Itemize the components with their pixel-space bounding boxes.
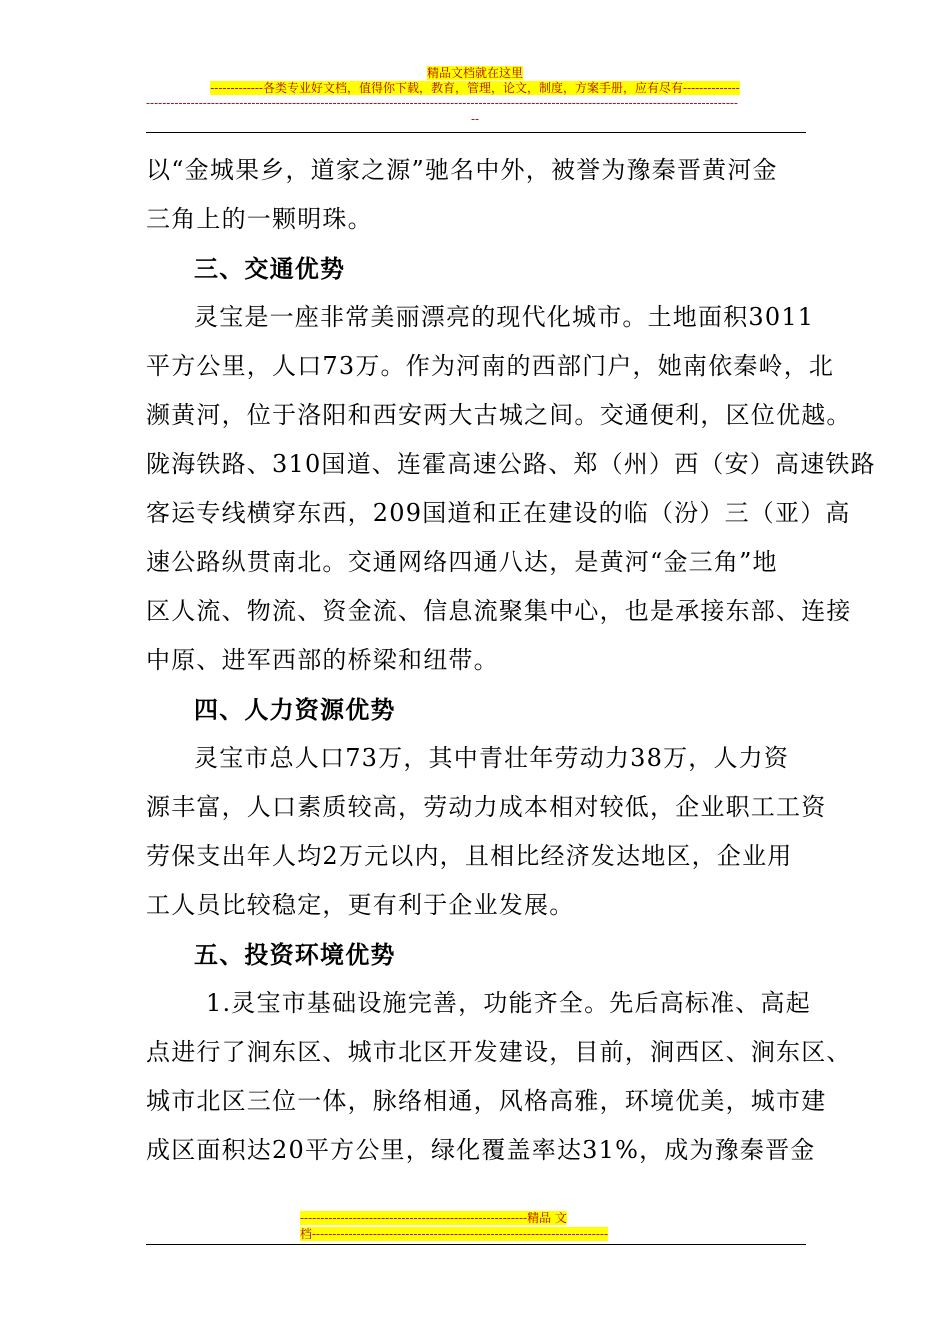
header-subtitle: -------------各类专业好文档，值得你下载，教育，管理，论文，制度，方案手册，应有尽有-------------- — [210, 81, 740, 95]
header-dash-line: -------------------------------------------------------------------------------------------------------------------------------------------------- — [146, 96, 738, 110]
body-line: 1.灵宝市基础设施完善，功能齐全。先后高标准、高起 — [206, 989, 811, 1017]
body-line: 陇海铁路、310国道、连霍高速公路、郑（州）西（安）高速铁路 — [146, 450, 876, 478]
body-line: 灵宝是一座非常美丽漂亮的现代化城市。土地面积3011 — [194, 303, 815, 331]
body-line: 点进行了涧东区、城市北区开发建设，目前，涧西区、涧东区、 — [146, 1038, 852, 1066]
body-line: 中原、进军西部的桥梁和纽带。 — [146, 646, 499, 674]
body-line: 客运专线横穿东西，209国道和正在建设的临（汾）三（亚）高 — [146, 499, 851, 527]
document-body — [146, 146, 876, 1175]
body-line: 以“金城果乡，道家之源”驰名中外，被誉为豫秦晋黄河金 — [146, 156, 778, 184]
section-heading: 四、人力资源优势 — [194, 695, 396, 724]
body-line: 源丰富，人口素质较高，劳动力成本相对较低，企业职工工资 — [146, 793, 827, 821]
body-line: 城市北区三位一体，脉络相通，风格高雅，环境优美，城市建 — [146, 1087, 827, 1115]
section-heading: 三、交通优势 — [194, 254, 346, 283]
body-line: 平方公里，人口73万。作为河南的西部门户，她南依秦岭，北 — [146, 352, 835, 380]
footer-line-2: 档------------------------------------------------------------------------- — [300, 1227, 608, 1241]
body-line: 工人员比较稳定，更有利于企业发展。 — [146, 891, 575, 919]
body-line: 灵宝市总人口73万，其中青壮年劳动力38万，人力资 — [194, 744, 790, 772]
header-title: 精品文档就在这里 — [426, 66, 523, 80]
body-line: 劳保支出年人均2万元以内，且相比经济发达地区，企业用 — [146, 842, 793, 870]
header-rule — [146, 132, 806, 133]
body-line: 速公路纵贯南北。交通网络四通八达，是黄河“金三角”地 — [146, 548, 778, 576]
body-line: 濒黄河，位于洛阳和西安两大古城之间。交通便利，区位优越。 — [146, 401, 852, 429]
section-heading: 五、投资环境优势 — [194, 940, 396, 969]
footer-line-1: --------------------------------------------------------精品 文 — [300, 1211, 567, 1225]
body-line: 三角上的一颗明珠。 — [146, 205, 373, 233]
body-line: 成区面积达20平方公里，绿化覆盖率达31%，成为豫秦晋金 — [146, 1136, 816, 1164]
header-dash-line-2: -- — [470, 112, 480, 126]
footer-rule — [146, 1244, 806, 1245]
body-line: 区人流、物流、资金流、信息流聚集中心，也是承接东部、连接 — [146, 597, 852, 625]
